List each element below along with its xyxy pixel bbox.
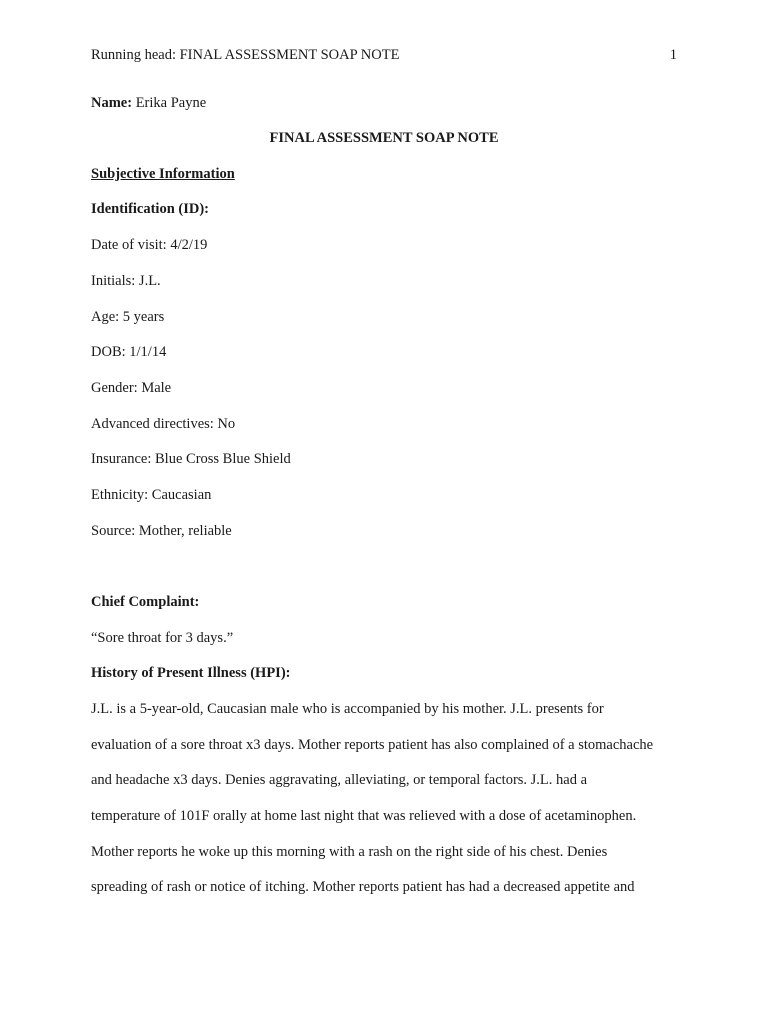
identification-heading: Identification (ID): xyxy=(91,201,210,217)
id-date-of-visit: Date of visit: 4/2/19 xyxy=(91,237,208,253)
author-name: Erika Payne xyxy=(135,95,207,111)
hpi-line: J.L. is a 5-year-old, Caucasian male who is accompanied by his mother. J.L. presents for xyxy=(91,701,604,717)
hpi-line: temperature of 101F orally at home last night that was relieved with a dose of acetaminophen. xyxy=(91,808,637,824)
id-insurance: Insurance: Blue Cross Blue Shield xyxy=(91,451,291,467)
id-initials: Initials: J.L. xyxy=(91,273,161,289)
id-dob: DOB: 1/1/14 xyxy=(91,344,167,360)
running-header xyxy=(91,48,677,66)
id-advanced-directives: Advanced directives: No xyxy=(91,416,236,432)
chief-complaint-heading: Chief Complaint: xyxy=(91,594,200,610)
running-head-text: Running head: FINAL ASSESSMENT SOAP NOTE xyxy=(91,47,400,63)
hpi-line: Mother reports he woke up this morning with a rash on the right side of his chest. Denies xyxy=(91,844,608,860)
hpi-line: spreading of rash or notice of itching. Mother reports patient has had a decreased appetite and xyxy=(91,879,635,895)
id-gender: Gender: Male xyxy=(91,380,172,396)
id-age: Age: 5 years xyxy=(91,309,165,325)
page-number: 1 xyxy=(669,47,677,63)
hpi-line: and headache x3 days. Denies aggravating, alleviating, or temporal factors. J.L. had a xyxy=(91,772,588,788)
hpi-line: evaluation of a sore throat x3 days. Mother reports patient has also complained of a stomachache xyxy=(91,737,654,753)
subjective-heading: Subjective Information xyxy=(91,166,235,182)
author-line xyxy=(91,96,206,111)
author-label: Name: xyxy=(91,95,133,111)
document-title: FINAL ASSESSMENT SOAP NOTE xyxy=(269,130,499,146)
id-source: Source: Mother, reliable xyxy=(91,523,232,539)
id-ethnicity: Ethnicity: Caucasian xyxy=(91,487,212,503)
hpi-heading: History of Present Illness (HPI): xyxy=(91,665,291,681)
chief-complaint-text: “Sore throat for 3 days.” xyxy=(91,630,234,646)
